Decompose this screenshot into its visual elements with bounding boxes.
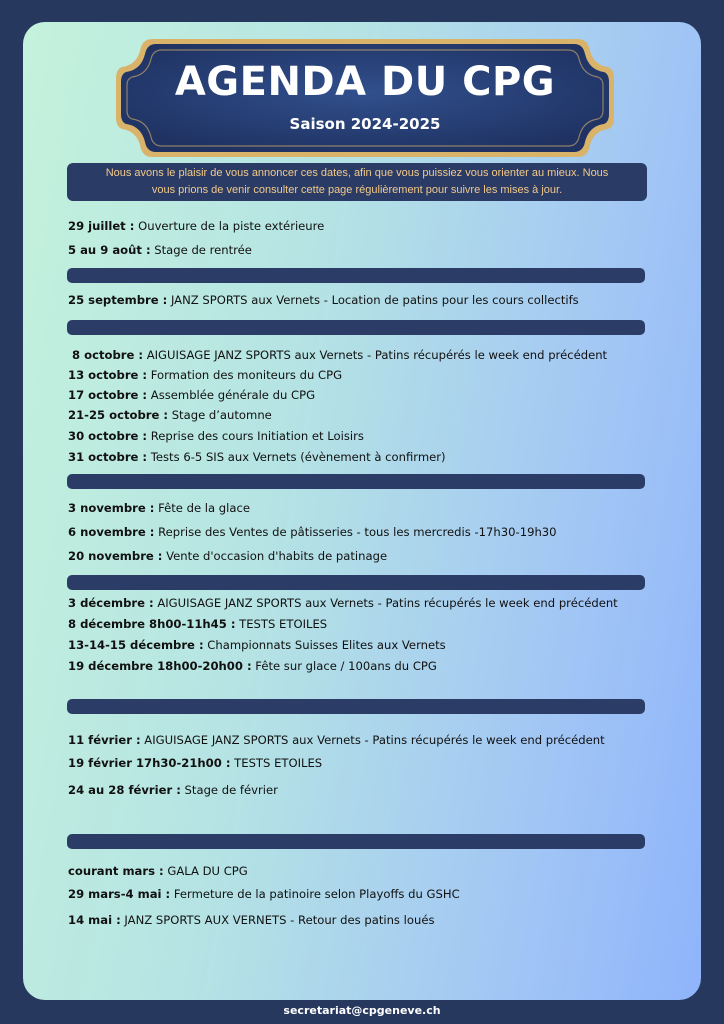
event-item: 17 octobre : Assemblée générale du CPG bbox=[68, 388, 316, 402]
event-item: 19 décembre 18h00-20h00 : Fête sur glace / 100ans du CPG bbox=[68, 659, 437, 673]
event-item: 30 octobre : Reprise des cours Initiation et Loisirs bbox=[68, 429, 364, 443]
event-item: 6 novembre : Reprise des Ventes de pâtisseries - tous les mercredis -17h30-19h30 bbox=[68, 525, 557, 539]
section-divider bbox=[67, 699, 645, 714]
title-banner bbox=[112, 35, 618, 161]
event-item: courant mars : GALA DU CPG bbox=[68, 864, 248, 878]
event-item: 13 octobre : Formation des moniteurs du CPG bbox=[68, 368, 343, 382]
intro-line-1: Nous avons le plaisir de vous annoncer ces dates, afin que vous puissiez vous orienter au mieux. Nous bbox=[105, 167, 609, 179]
event-item: 8 décembre 8h00-11h45 : TESTS ETOILES bbox=[68, 617, 328, 631]
event-item: 24 au 28 février : Stage de février bbox=[68, 783, 278, 797]
event-item: 25 septembre : JANZ SPORTS aux Vernets - Location de patins pour les cours collectifs bbox=[68, 293, 579, 307]
event-item: 21-25 octobre : Stage d’automne bbox=[68, 408, 272, 422]
intro-box bbox=[67, 163, 647, 201]
event-item: 29 mars-4 mai : Fermeture de la patinoire selon Playoffs du GSHC bbox=[68, 887, 460, 901]
event-item: 20 novembre : Vente d'occasion d'habits de patinage bbox=[68, 549, 388, 563]
event-item: 14 mai : JANZ SPORTS AUX VERNETS - Retour des patins loués bbox=[68, 913, 435, 927]
event-item: 31 octobre : Tests 6-5 SIS aux Vernets (évènement à confirmer) bbox=[68, 450, 446, 464]
section-divider bbox=[67, 474, 645, 489]
event-item: 29 juillet : Ouverture de la piste extérieure bbox=[68, 219, 325, 233]
event-item: 3 novembre : Fête de la glace bbox=[68, 501, 250, 515]
event-item: 5 au 9 août : Stage de rentrée bbox=[68, 243, 252, 257]
section-divider bbox=[67, 575, 645, 590]
event-item: 13-14-15 décembre : Championnats Suisses Elites aux Vernets bbox=[68, 638, 446, 652]
page-title: AGENDA DU CPG bbox=[174, 59, 556, 105]
event-item: 11 février : AIGUISAGE JANZ SPORTS aux Vernets - Patins récupérés le week end précédent bbox=[68, 733, 605, 747]
season-subtitle: Saison 2024-2025 bbox=[289, 115, 441, 133]
footer-email[interactable]: secretariat@cpgeneve.ch bbox=[283, 1004, 441, 1017]
section-divider bbox=[67, 834, 645, 849]
section-divider bbox=[67, 320, 645, 335]
intro-line-2: vous prions de venir consulter cette page régulièrement pour suivre les mises à jour. bbox=[151, 184, 563, 196]
section-divider bbox=[67, 268, 645, 283]
event-item: 8 octobre : AIGUISAGE JANZ SPORTS aux Vernets - Patins récupérés le week end précédent bbox=[72, 348, 608, 362]
event-item: 3 décembre : AIGUISAGE JANZ SPORTS aux Vernets - Patins récupérés le week end précédent bbox=[68, 596, 618, 610]
event-item: 19 février 17h30-21h00 : TESTS ETOILES bbox=[68, 756, 323, 770]
